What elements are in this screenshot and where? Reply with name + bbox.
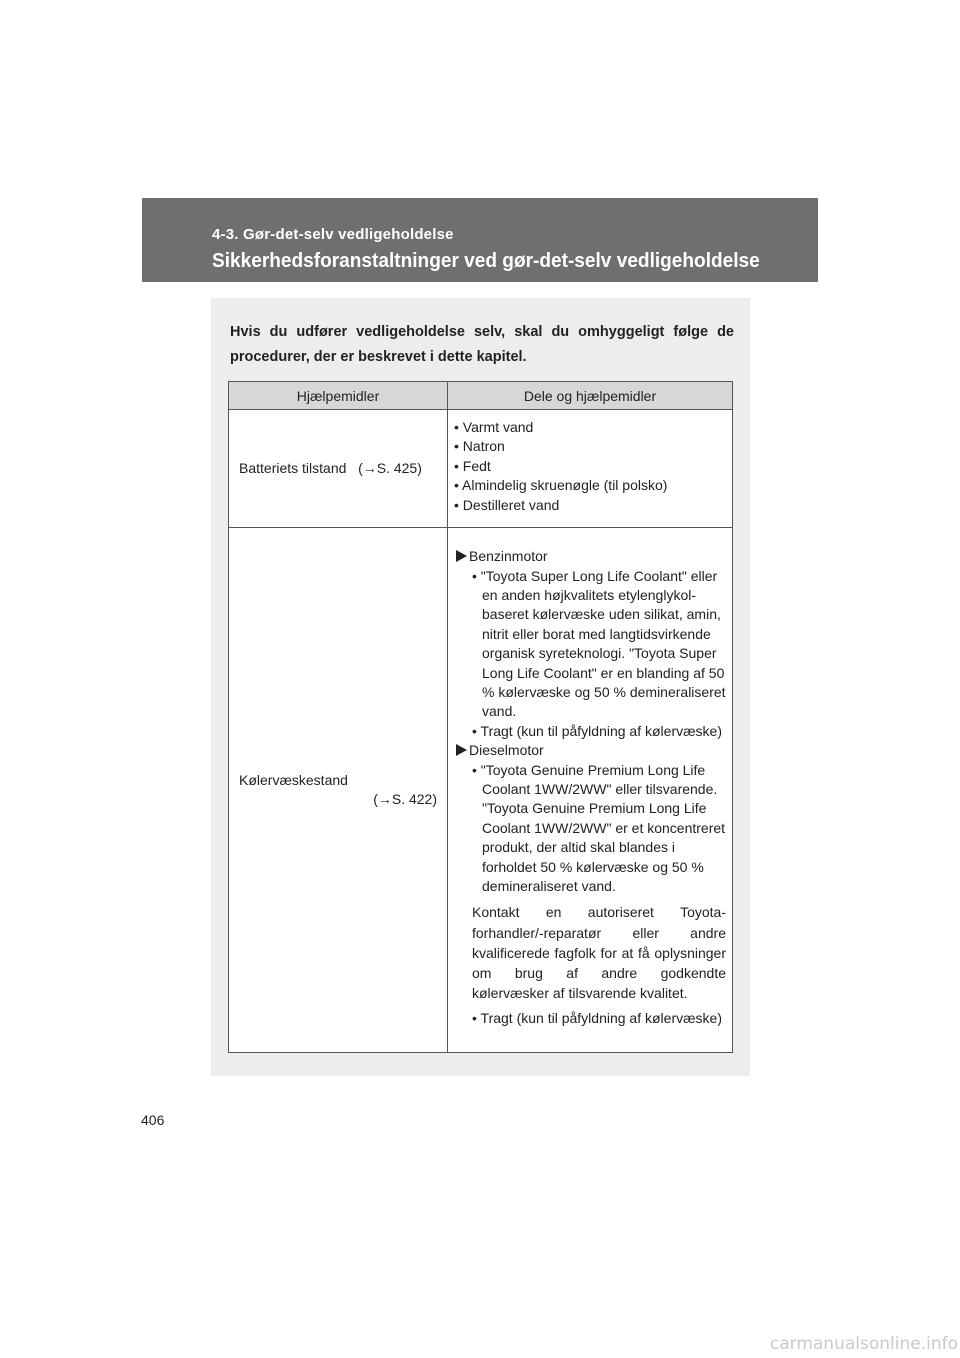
column-header-tools: Hjælpemidler	[229, 382, 448, 410]
list-item: • Destilleret vand	[454, 496, 560, 513]
benzin-heading-text: Benzinmotor	[469, 548, 548, 565]
row-label-battery	[229, 410, 448, 528]
triangle-bullet-icon	[456, 744, 467, 756]
table-row	[229, 410, 733, 528]
list-item: • Fedt	[454, 457, 491, 474]
chapter-header	[142, 198, 818, 282]
list-item: • Natron	[454, 438, 505, 455]
page-title: Sikkerhedsforanstaltninger ved gør-det-selv vedligeholdelse	[212, 249, 760, 272]
row-label-coolant	[229, 528, 448, 1053]
triangle-bullet-icon	[456, 550, 467, 562]
page-number: 406	[141, 1112, 165, 1128]
watermark: carmanualsonline.info	[769, 1334, 958, 1354]
list-item: • "Toyota Genuine Premium Long Life Coolant 1WW/2WW" eller tilsvarende. "Toyota Genuine Premium Long Life Coolant 1WW/2WW" er et koncentreret produkt, der altid skal blandes i forholdet 50 % kølervæske og 50 % demineraliseret vand.	[472, 761, 726, 895]
list-item: • Tragt (kun til påfyldning af kølervæske)	[472, 722, 722, 739]
intro-text: Hvis du udfører vedligeholdelse selv, skal du omhyggeligt følge de procedurer, der er beskrevet i dette kapitel.	[230, 324, 734, 365]
benzin-heading	[454, 547, 726, 566]
table-row	[229, 528, 733, 1053]
list-item: • Almindelig skruenøgle (til polsko)	[454, 477, 668, 494]
diesel-heading	[454, 741, 726, 760]
parts-table	[228, 381, 733, 1053]
list-item: • "Toyota Super Long Life Coolant" eller en anden højkvalitets etylenglykol-baseret kølervæske uden silikat, amin, nitrit eller borat med langtidsvirkende organisk syreteknologi. "Toyota Super Long Life Coolant" er en blanding af 50 % kølervæske og 50 % demineraliseret vand.	[472, 567, 726, 720]
list-item: • Tragt (kun til påfyldning af kølervæske)	[472, 1010, 722, 1027]
content-panel	[211, 298, 750, 1076]
table-header-row	[229, 382, 733, 410]
battery-page-ref: (→S. 425)	[358, 460, 422, 476]
coolant-note: Kontakt en autoriseret Toyota-forhandler/-reparatør eller andre kvalificerede fagfolk for at få oplysninger om brug af andre godkendte kølervæsker af tilsvarende kvalitet.	[472, 904, 726, 1002]
battery-label: Batteriets tilstand	[239, 460, 347, 476]
section-label: 4-3. Gør-det-selv vedligeholdelse	[212, 226, 454, 243]
coolant-label: Kølervæskestand	[239, 772, 348, 788]
row-items-coolant	[448, 528, 733, 1053]
row-items-battery	[448, 410, 733, 528]
column-header-parts: Dele og hjælpemidler	[448, 382, 733, 410]
list-item: • Varmt vand	[454, 418, 534, 435]
diesel-heading-text: Dieselmotor	[469, 742, 544, 759]
coolant-page-ref: (→S. 422)	[373, 791, 437, 807]
